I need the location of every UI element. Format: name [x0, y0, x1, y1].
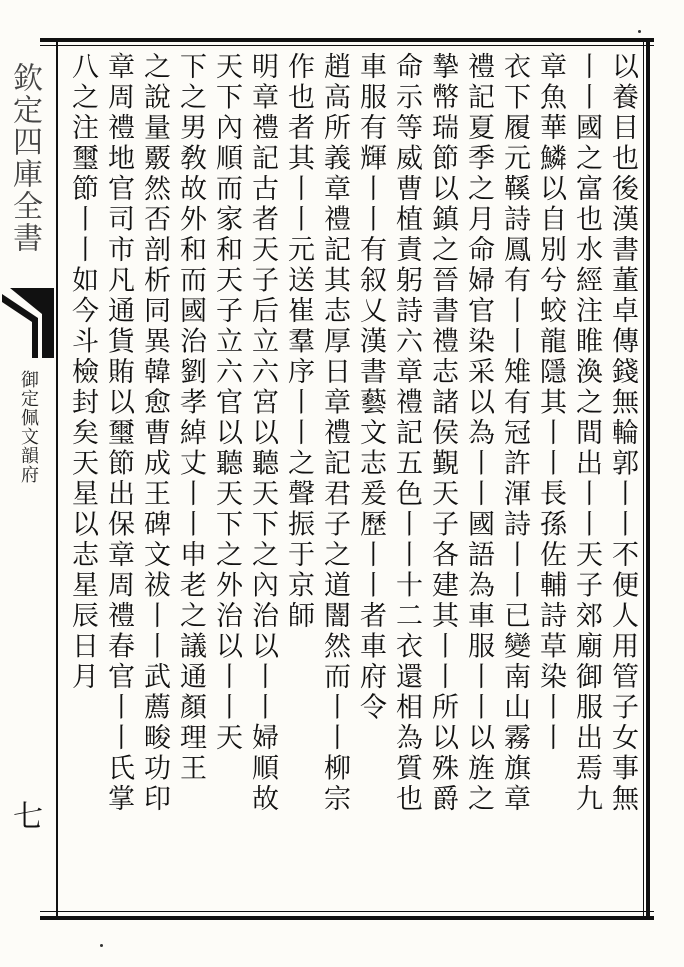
text-column: 章周禮地官司市凡通貨賄以璽節出保章周禮春官丨丨氏掌 [103, 52, 134, 815]
text-column: 命示等威曹植責躬詩六章禮記五色丨丨十二衣還相為質也 [391, 52, 422, 815]
frame-top-border [40, 38, 654, 42]
fishtail-mark-icon [2, 288, 54, 358]
text-column: 作也者其丨丨元送崔羣序丨丨之聲振于京師 [283, 52, 314, 632]
frame-bottom-border [40, 916, 654, 920]
text-column: 下之男敎故外和而國治劉孝綽丈丨丨申老之議通顏理王 [175, 52, 206, 784]
frame-right-inner-border [643, 38, 644, 920]
text-column: 之說量覈然否剖析同異韓愈曹成王碑文祓丨丨武薦畯功印 [139, 52, 170, 815]
text-column: 章魚華鱗以自別兮蛟龍隱其丨丨長孫佐輔詩草染丨丨 [535, 52, 566, 754]
text-column: 天下內順而家和天子立六官以聽天下之外治以丨丨天 [211, 52, 242, 754]
page-number: 七 [7, 800, 42, 830]
text-column: 明章禮記古者天子后立六宮以聽天下之內治以丨丨婦順故 [247, 52, 278, 815]
frame-top-inner-border [40, 45, 654, 46]
text-column: 以養目也後漢書董卓傳錢無輪郭丨丨不便人用管子女事無 [607, 52, 638, 815]
text-column: 衣下履元鞵詩鳳有丨丨雉有冠許渾詩丨丨已變南山霧旗章 [499, 52, 530, 815]
text-column: 八之注璽節丨丨如今斗檢封矣天星以志星辰日月 [67, 52, 98, 693]
text-column: 摯幣瑞節以鎮之晉書禮志諸侯覲天子各建其丨丨所以殊爵 [427, 52, 458, 815]
frame-right-border [646, 38, 650, 920]
ink-speck [100, 944, 103, 947]
main-text [60, 52, 640, 907]
text-column: 車服有輝丨丨有叙乂漢書藝文志爰歷丨丨者車府令 [355, 52, 386, 723]
page-margin [0, 40, 54, 920]
frame-bottom-inner-border [40, 911, 654, 912]
ink-speck [638, 30, 641, 33]
book-title: 欽定四庫全書 [7, 62, 42, 254]
text-column: 禮記夏季之月命婦官染采以為丨丨國語為車服丨丨以旌之 [463, 52, 494, 815]
section-title: 御定佩文韻府 [18, 370, 39, 484]
frame-left-border [56, 38, 58, 920]
text-column: 丨丨國之富也水經注睢渙之間出丨丨天子郊廟御服出焉九 [571, 52, 602, 815]
text-column: 趙高所義章禮記其志厚日章禮記君子之道闇然而丨丨柳宗 [319, 52, 350, 815]
